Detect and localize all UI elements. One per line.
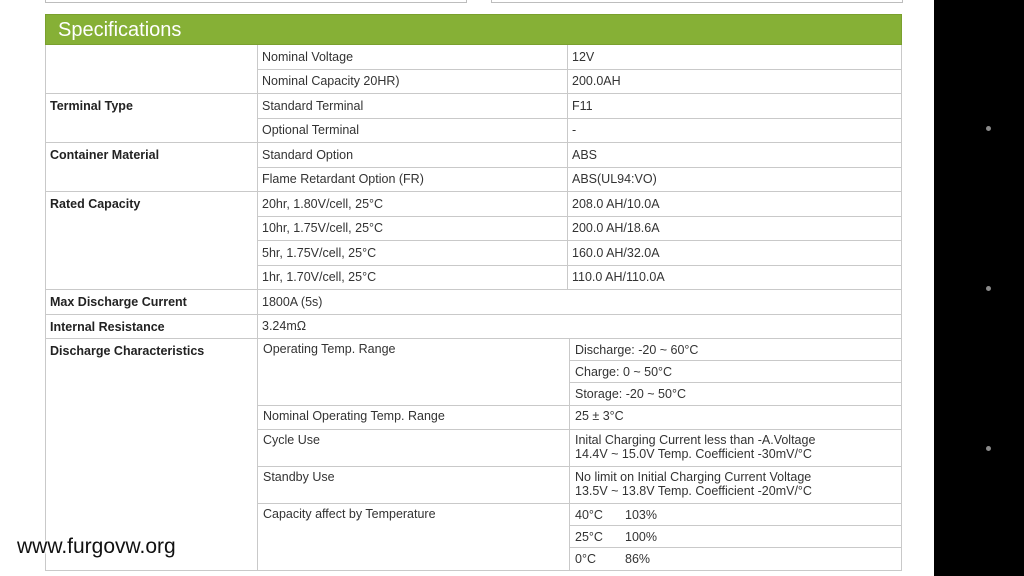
capacity-temp-row [570,526,901,548]
spec-value: ABS [568,143,902,168]
spec-value: 110.0 AH/110.0A [568,266,902,291]
top-input-left [45,0,467,3]
spec-value: ABS(UL94:VO) [568,168,902,193]
pct: 103% [625,507,657,522]
spec-name: Operating Temp. Range [258,339,570,406]
row-label-internal-resistance: Internal Resistance [46,315,258,340]
spec-value: 25 ± 3°C [570,406,901,430]
internal-resistance-value: 3.24mΩ [258,315,902,340]
spec-name: 20hr, 1.80V/cell, 25°C [258,192,568,217]
spec-name: Standby Use [258,467,570,504]
spec-value: 200.0 AH/18.6A [568,217,902,242]
row-label-discharge-characteristics: Discharge Characteristics [46,339,258,571]
spec-value: - [568,119,902,144]
right-side-panel [934,0,1024,576]
spec-value: 200.0AH [568,70,902,95]
spec-name: 1hr, 1.70V/cell, 25°C [258,266,568,291]
dot-icon [986,446,991,451]
spec-value: Charge: 0 ~ 50°C [570,361,901,383]
pct: 100% [625,529,657,544]
spec-value: 160.0 AH/32.0A [568,241,902,266]
spec-name: 5hr, 1.75V/cell, 25°C [258,241,568,266]
spec-value-line: 14.4V ~ 15.0V Temp. Coefficient -30mV/°C [575,447,812,461]
spec-name: Cycle Use [258,430,570,467]
temp: 25°C [575,529,603,544]
spec-value-line: No limit on Initial Charging Current Voltage [575,470,812,484]
row-label-rated-capacity: Rated Capacity [46,192,258,290]
spec-value-line: 13.5V ~ 13.8V Temp. Coefficient -20mV/°C [575,484,812,498]
discharge-subtable [258,339,902,571]
spec-name: Nominal Operating Temp. Range [258,406,570,430]
temp: 0°C [575,552,596,566]
capacity-temp-row [570,548,901,570]
row-label-container-material: Container Material [46,143,258,192]
spec-value: 208.0 AH/10.0A [568,192,902,217]
spec-name: Nominal Voltage [258,45,568,70]
standby-use-value [570,467,901,504]
spec-name: Flame Retardant Option (FR) [258,168,568,193]
pct: 86% [625,552,651,566]
row-label-max-discharge: Max Discharge Current [46,290,258,315]
specifications-header: Specifications [45,14,902,45]
spec-value: Discharge: -20 ~ 60°C [570,339,901,361]
temp: 40°C [575,507,603,522]
spec-value-line: Inital Charging Current less than -A.Voltage [575,433,816,447]
spec-name: Nominal Capacity 20HR) [258,70,568,95]
capacity-temp-values [570,504,901,571]
spec-name: Standard Terminal [258,94,568,119]
spec-name: Optional Terminal [258,119,568,144]
cycle-use-value [570,430,901,467]
spec-value: 12V [568,45,902,70]
dot-icon [986,286,991,291]
top-input-right [491,0,903,3]
spec-value: Storage: -20 ~ 50°C [575,387,686,401]
max-discharge-value: 1800A (5s) [258,290,902,315]
spec-name: Standard Option [258,143,568,168]
row-label-voltage [46,45,258,94]
spec-value: F11 [568,94,902,119]
capacity-temp-row [570,504,901,526]
watermark: www.furgovw.org [17,535,176,558]
specifications-table [45,14,902,571]
spec-name: Capacity affect by Temperature [258,504,570,571]
operating-temp-values [570,339,901,406]
spec-name: 10hr, 1.75V/cell, 25°C [258,217,568,242]
row-label-terminal-type: Terminal Type [46,94,258,143]
dot-icon [986,126,991,131]
